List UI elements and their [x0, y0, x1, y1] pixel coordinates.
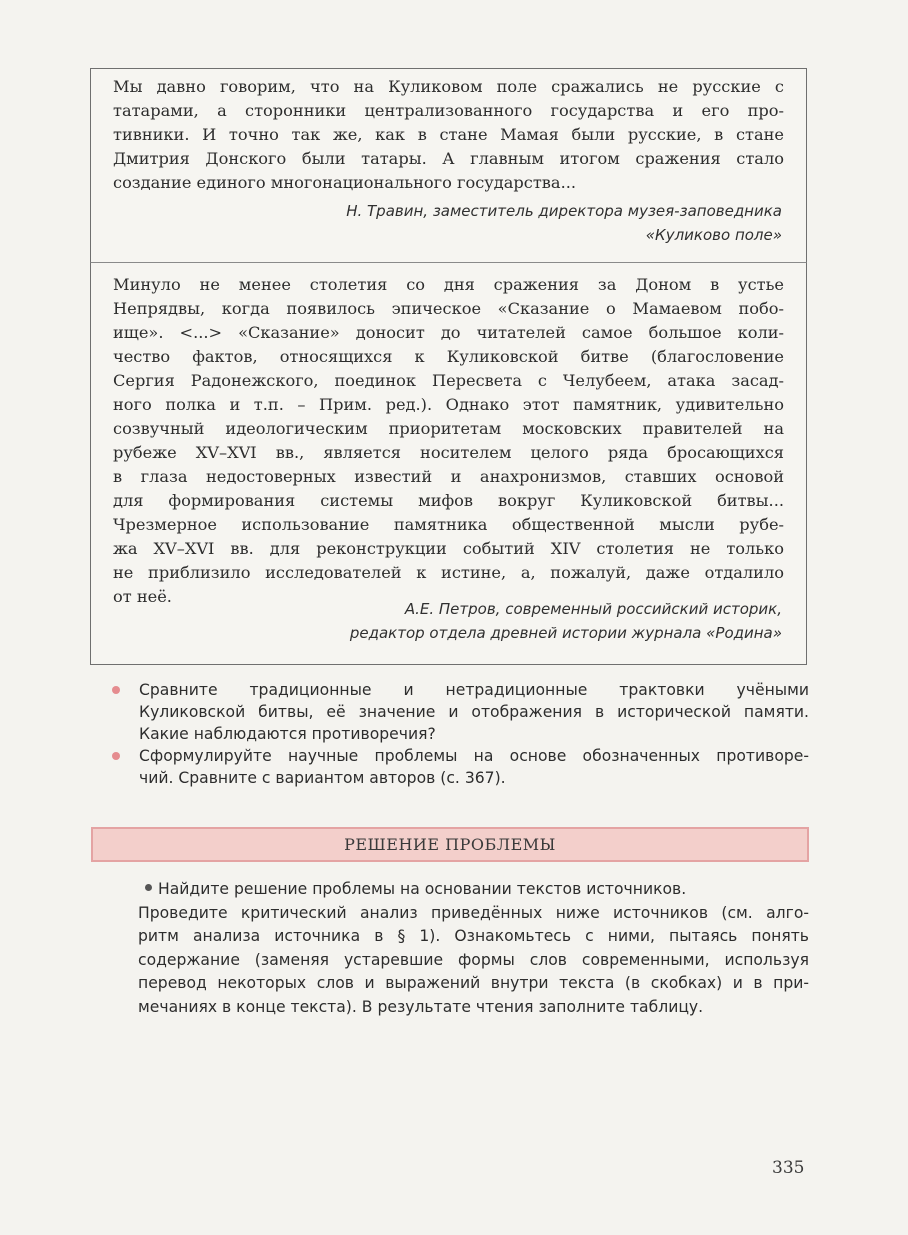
- quote-line: чество фактов, относящихся к Куликовской битве (благословение: [113, 347, 784, 366]
- task-line: Проведите критический анализ приведённых ниже источников (см. алго-: [138, 903, 809, 922]
- quote-line: татарами, а сторонники централизованного государства и его про-: [113, 101, 784, 120]
- quote-line: ного полка и т.п. – Прим. ред.). Однако этот памятник, удивительно: [113, 395, 784, 414]
- quote-line: рубеже XV–XVI вв., является носителем целого ряда бросающихся: [113, 443, 784, 462]
- task-line: мечаниях в конце текста). В результате чтения заполните таблицу.: [138, 997, 704, 1016]
- quote-line: Чрезмерное использование памятника общественной мысли рубе-: [113, 515, 784, 534]
- quote-line: жа XV–XVI вв. для реконструкции событий XIV столетия не только: [113, 539, 784, 558]
- quote-attribution: [346, 199, 782, 247]
- attribution-line: Н. Травин, заместитель директора музея-заповедника: [346, 202, 782, 220]
- attribution-line: «Куликово поле»: [645, 226, 782, 244]
- bullet-icon: [112, 752, 120, 760]
- quote-line: созвучный идеологическим приоритетам московских правителей на: [113, 419, 784, 438]
- quote-box-petrov: [90, 262, 807, 665]
- quote-line: ище». <...> «Сказание» доносит до читателей самое большое коли-: [113, 323, 784, 342]
- bullet-icon: [145, 884, 152, 891]
- quote-line: Сергия Радонежского, поединок Пересвета с Челубеем, атака засад-: [113, 371, 784, 390]
- quote-line: Дмитрия Донского были татары. А главным итогом сражения стало: [113, 149, 784, 168]
- task-line: содержание (заменяя устаревшие формы слов современными, используя: [138, 950, 809, 969]
- quote-box-travin: [90, 68, 807, 263]
- list-item-line: Сформулируйте научные проблемы на основе обозначенных противоре-: [139, 747, 809, 765]
- quote-line: от неё.: [113, 587, 172, 606]
- task-line: перевод некоторых слов и выражений внутри текста (в скобках) и в при-: [138, 974, 809, 992]
- quote-line: не приблизило исследователей к истине, а, пожалуй, даже отдалило: [113, 563, 784, 582]
- task-line-text: Найдите решение проблемы на основании текстов источников.: [158, 880, 687, 898]
- quote-line: тивники. И точно так же, как в стане Мамая были русские, в стане: [113, 125, 784, 144]
- quote-line: в глаза недостоверных известий и анахронизмов, ставших основой: [113, 467, 784, 486]
- quote-line: Непрядвы, когда появилось эпическое «Сказание о Мамаевом побо-: [113, 299, 784, 318]
- quote-line: Минуло не менее столетия со дня сражения за Доном в устье: [113, 275, 784, 294]
- quote-text: [113, 75, 784, 195]
- page-number: 335: [772, 1158, 805, 1178]
- list-item-line: чий. Сравните с вариантом авторов (с. 367).: [139, 769, 506, 787]
- quote-line: для формирования системы мифов вокруг Куликовской битвы...: [113, 491, 784, 510]
- bullet-icon: [112, 686, 120, 694]
- quote-attribution: [350, 597, 782, 645]
- section-title: РЕШЕНИЕ ПРОБЛЕМЫ: [344, 835, 556, 854]
- list-item: [112, 679, 809, 745]
- section-banner: [91, 827, 809, 862]
- quote-line: Мы давно говорим, что на Куликовом поле сражались не русские с: [113, 77, 784, 96]
- list-item: [112, 745, 809, 789]
- list-item-line: Куликовской битвы, её значение и отображения в исторической памяти.: [139, 703, 809, 721]
- quote-text: [113, 273, 784, 609]
- task-paragraph: [138, 878, 809, 1019]
- list-item-line: Какие наблюдаются противоречия?: [139, 725, 436, 743]
- task-line: ритм анализа источника в § 1). Ознакомьтесь с ними, пытаясь понять: [138, 927, 809, 945]
- attribution-line: редактор отдела древней истории журнала «Родина»: [349, 624, 782, 642]
- quote-line: создание единого многонационального государства...: [113, 173, 577, 192]
- attribution-line: А.Е. Петров, современный российский историк,: [404, 600, 782, 618]
- list-item-line: Сравните традиционные и нетрадиционные трактовки учёными: [139, 681, 809, 699]
- task-line: [138, 878, 809, 902]
- question-list: [112, 679, 809, 789]
